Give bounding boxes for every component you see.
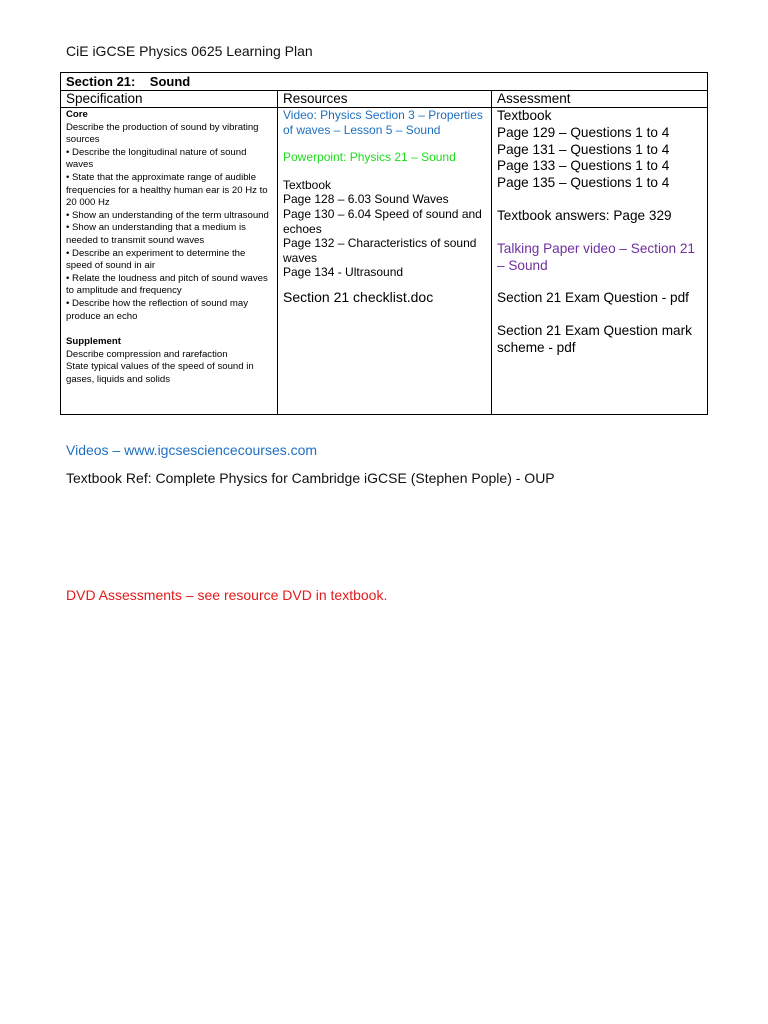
header-resources: Resources xyxy=(283,91,348,106)
core-item: • Describe the longitudinal nature of sound waves xyxy=(66,146,247,171)
exam-question-link[interactable]: Section 21 Exam Question - pdf xyxy=(497,290,689,306)
videos-link[interactable]: Videos – www.igcsesciencecourses.com xyxy=(66,442,318,458)
video-resource-link[interactable]: Video: Physics Section 3 – Properties of waves – Lesson 5 – Sound xyxy=(283,108,483,137)
textbook-page: Page 128 – 6.03 Sound Waves xyxy=(283,192,449,207)
resources-cell xyxy=(278,108,491,414)
textbook-heading: Textbook xyxy=(283,177,332,192)
core-item: • Relate the loudness and pitch of sound waves to amplitude and frequency xyxy=(66,272,268,297)
core-item: • State that the approximate range of audible frequencies for a healthy human ear is 20 Hz to 20 000 Hz xyxy=(66,171,268,209)
assessment-page: Page 135 – Questions 1 to 4 xyxy=(497,175,670,191)
textbook-page: Page 134 - Ultrasound xyxy=(283,265,404,280)
textbook-page: Page 130 – 6.04 Speed of sound and echoes xyxy=(283,206,482,236)
assessment-cell xyxy=(492,108,708,414)
assessment-textbook-heading: Textbook xyxy=(497,108,552,123)
table-header-row xyxy=(61,90,707,108)
learning-plan-table xyxy=(60,72,708,415)
supplement-item: Describe compression and rarefaction xyxy=(66,348,228,360)
textbook-reference: Textbook Ref: Complete Physics for Cambridge iGCSE (Stephen Pople) - OUP xyxy=(66,470,555,486)
assessment-page: Page 131 – Questions 1 to 4 xyxy=(497,141,670,157)
core-item: Describe the production of sound by vibrating sources xyxy=(66,121,259,146)
header-specification: Specification xyxy=(66,91,143,106)
core-heading: Core xyxy=(66,109,88,120)
header-assessment: Assessment xyxy=(497,91,571,106)
core-item: • Describe how the reflection of sound may produce an echo xyxy=(66,297,249,322)
checklist-doc-link[interactable]: Section 21 checklist.doc xyxy=(283,288,434,305)
talking-paper-video-link[interactable]: Talking Paper video – Section 21 – Sound xyxy=(497,240,695,273)
mark-scheme-link[interactable]: Section 21 Exam Question mark scheme - pdf xyxy=(497,323,692,355)
textbook-answers: Textbook answers: Page 329 xyxy=(497,207,672,223)
supplement-heading: Supplement xyxy=(66,336,121,348)
specification-cell xyxy=(61,108,277,414)
powerpoint-resource-link[interactable]: Powerpoint: Physics 21 – Sound xyxy=(283,150,456,165)
core-item: • Show an understanding that a medium is needed to transmit sound waves xyxy=(66,222,246,246)
section-title: Section 21: Sound xyxy=(61,73,707,91)
assessment-page: Page 129 – Questions 1 to 4 xyxy=(497,124,670,140)
core-item: • Describe an experiment to determine the speed of sound in air xyxy=(66,247,246,272)
assessment-page: Page 133 – Questions 1 to 4 xyxy=(497,158,670,174)
core-item: • Show an understanding of the term ultrasound xyxy=(66,209,269,221)
textbook-page: Page 132 – Characteristics of sound waves xyxy=(283,236,477,265)
dvd-assessments-note: DVD Assessments – see resource DVD in textbook. xyxy=(66,587,388,603)
supplement-item: State typical values of the speed of sound in gases, liquids and solids xyxy=(66,361,254,385)
page-title: CiE iGCSE Physics 0625 Learning Plan xyxy=(66,43,313,59)
